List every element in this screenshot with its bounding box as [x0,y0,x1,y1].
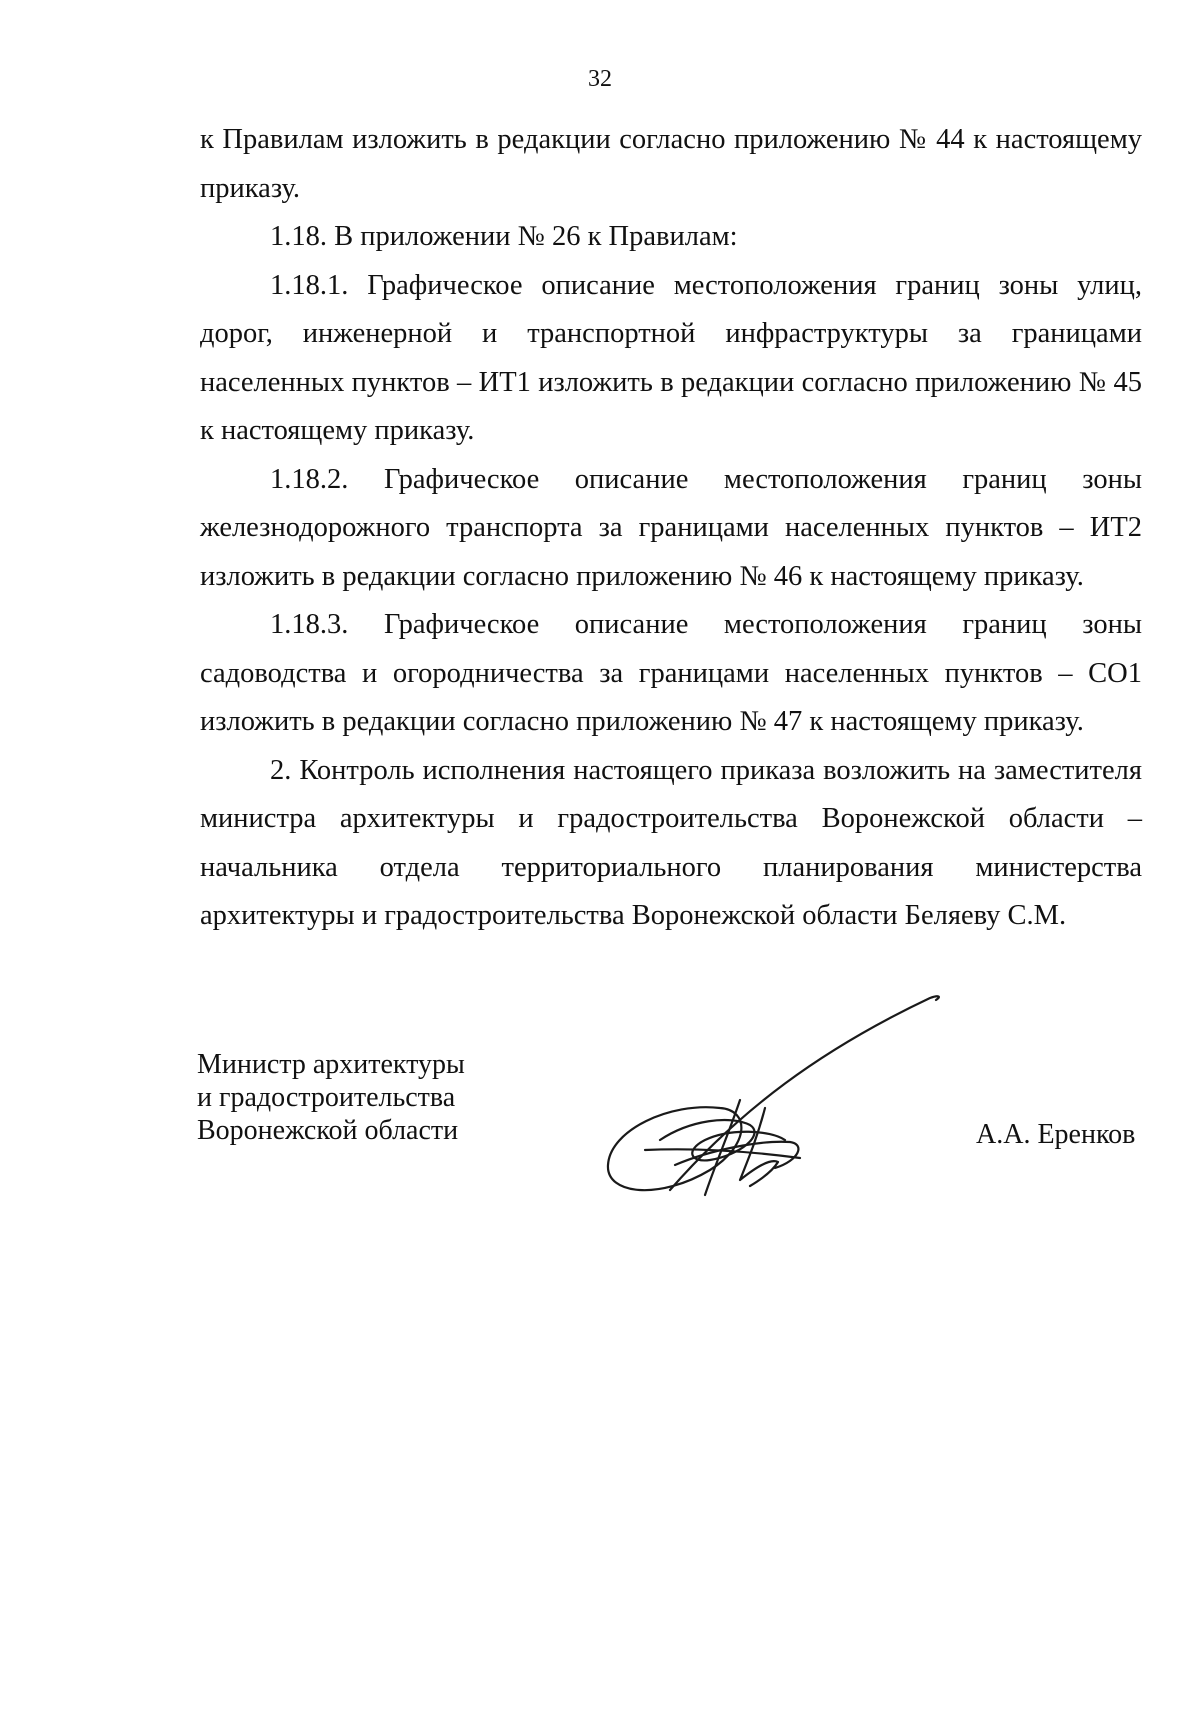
signer-title [197,1048,465,1147]
signer-title-line: Воронежской области [197,1115,459,1146]
document-body [200,116,1142,941]
paragraph-1-18-3: 1.18.3. Графическое описание местоположения границ зоны садоводства и огородничества за границами населенных пунктов – СО1 изложить в редакции согласно приложению № 47 к настоящему приказу. [200,609,1142,737]
paragraph-1-18: 1.18. В приложении № 26 к Правилам: [270,221,738,252]
signer-title-line: и градостроительства [197,1082,456,1113]
paragraph-1-18-2: 1.18.2. Графическое описание местоположения границ зоны железнодорожного транспорта за границами населенных пунктов – ИТ2 изложить в редакции согласно приложению № 46 к настоящему приказу. [200,463,1142,592]
signer-title-line: Министр архитектуры [197,1049,465,1080]
paragraph-continuation: к Правилам изложить в редакции согласно приложению № 44 к настоящему приказу. [200,124,1142,204]
paragraph-1-18-1: 1.18.1. Графическое описание местоположения границ зоны улиц, дорог, инженерной и транспортной инфраструктуры за границами населенных пунктов – ИТ1 изложить в редакции согласно приложению № 45 к настоящему приказу. [200,269,1142,446]
page-number: 32 [588,66,612,92]
handwritten-signature [600,990,980,1220]
signature-stroke [740,1108,778,1186]
signer-name: А.А. Еренков [976,1119,1136,1150]
paragraph-2-control: 2. Контроль исполнения настоящего приказа возложить на заместителя министра архитектуры и градостроительства Воронежской области – начальника отдела территориального планирования министерства архитектуры и градостроительства Воронежской области Беляеву С.М. [200,754,1142,931]
